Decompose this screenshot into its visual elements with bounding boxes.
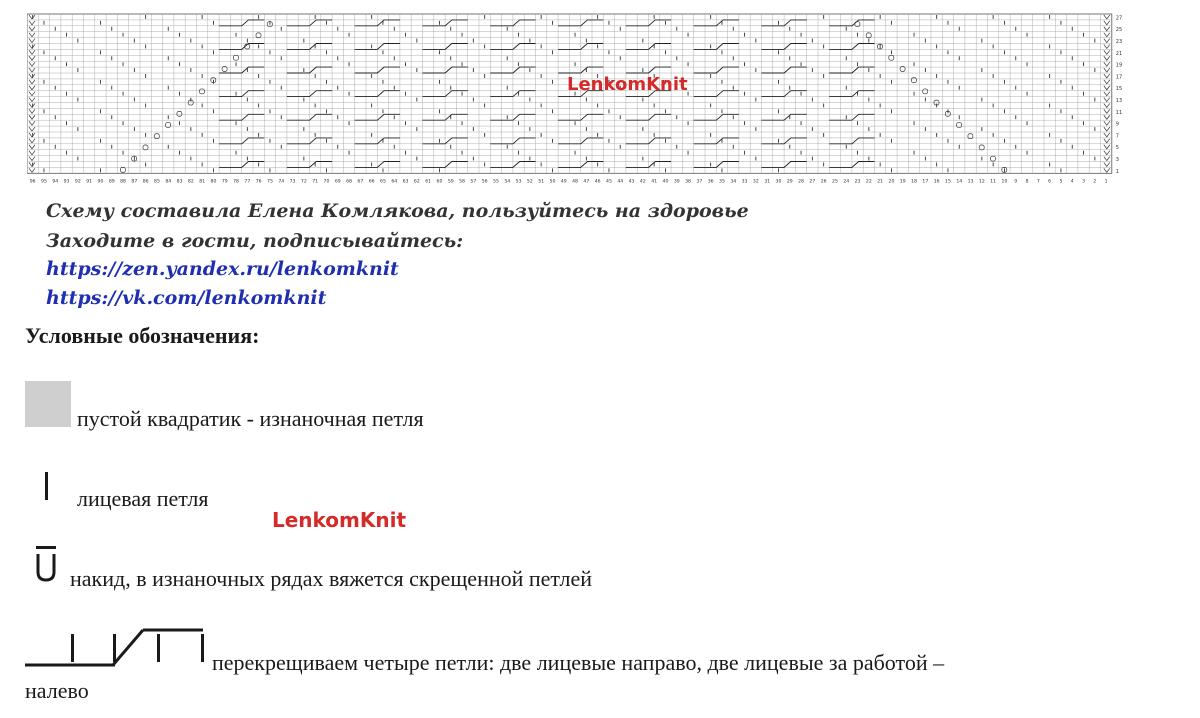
column-number: 7	[1036, 179, 1040, 185]
column-number: 50	[549, 179, 556, 185]
column-number: 35	[719, 179, 725, 185]
column-number: 45	[606, 179, 612, 185]
legend-yarn-over-label: накид, в изнаночных рядах вяжется скрещенной петлей	[70, 566, 593, 591]
row-number: 25	[1115, 27, 1123, 34]
column-number: 84	[165, 179, 172, 185]
legend-knit-label: лицевая петля	[77, 486, 209, 511]
column-number: 78	[233, 179, 239, 185]
legend-watermark: LenkomKnit	[272, 508, 407, 532]
column-number: 64	[391, 179, 398, 185]
author-note: Схему составила Елена Комлякова, пользуйтесь на здоровье	[46, 200, 749, 222]
column-number: 18	[911, 179, 917, 185]
column-number: 76	[255, 179, 262, 185]
column-number: 62	[413, 179, 420, 185]
column-number: 10	[1001, 179, 1008, 185]
row-number: 23	[1115, 39, 1123, 45]
column-number: 19	[899, 179, 906, 185]
legend-cross-label-continued: налево	[25, 678, 89, 703]
column-number: 58	[459, 179, 465, 185]
column-number: 95	[41, 179, 47, 185]
column-numbers	[30, 178, 1108, 184]
legend-cross-label: перекрещиваем четыре петли: две лицевые направо, две лицевые за работой –	[212, 650, 945, 675]
column-number: 38	[685, 179, 691, 185]
column-number: 14	[956, 179, 963, 185]
cable-cross-icon	[25, 626, 205, 670]
column-number: 57	[470, 179, 477, 185]
column-number: 8	[1025, 179, 1029, 185]
column-number: 5	[1059, 179, 1063, 185]
purl-swatch	[25, 381, 71, 427]
invite-note: Заходите в гости, подписывайтесь:	[46, 230, 464, 252]
column-number: 71	[312, 179, 319, 185]
column-number: 37	[696, 179, 703, 185]
column-number: 51	[538, 179, 545, 185]
column-number: 85	[154, 179, 160, 185]
row-number: 9	[1115, 121, 1119, 128]
column-number: 34	[730, 179, 737, 185]
column-number: 52	[526, 179, 533, 185]
column-number: 12	[978, 179, 985, 185]
row-number: 15	[1115, 86, 1123, 93]
column-number: 39	[673, 179, 680, 185]
column-number: 67	[357, 179, 364, 185]
row-number: 27	[1115, 15, 1123, 22]
column-number: 93	[63, 179, 70, 185]
row-number: 11	[1115, 109, 1123, 116]
column-number: 82	[187, 179, 194, 185]
column-number: 22	[865, 179, 872, 185]
column-number: 44	[617, 179, 624, 185]
column-number: 24	[843, 179, 850, 185]
column-number: 90	[97, 179, 104, 185]
column-number: 23	[854, 179, 861, 185]
column-number: 48	[572, 179, 578, 185]
column-number: 56	[481, 179, 488, 185]
column-number: 25	[832, 179, 838, 185]
column-number: 55	[493, 179, 499, 185]
column-number: 20	[888, 179, 895, 185]
column-number: 36	[707, 179, 714, 185]
column-number: 43	[628, 179, 635, 185]
column-number: 42	[639, 179, 646, 185]
column-number: 75	[267, 179, 273, 185]
column-number: 79	[221, 179, 228, 185]
row-number: 17	[1115, 74, 1123, 81]
column-number: 61	[425, 179, 432, 185]
column-number: 1	[1104, 179, 1108, 185]
column-number: 66	[368, 179, 375, 185]
column-number: 72	[300, 179, 307, 185]
column-number: 16	[933, 179, 940, 185]
column-number: 83	[176, 179, 183, 185]
column-number: 28	[798, 179, 804, 185]
row-number: 1	[1115, 168, 1119, 175]
column-number: 88	[120, 179, 126, 185]
chart-watermark: LenkomKnit	[567, 74, 688, 95]
column-number: 69	[334, 179, 341, 185]
column-number: 4	[1070, 179, 1074, 185]
column-number: 63	[402, 179, 409, 185]
column-number: 27	[809, 179, 816, 185]
column-number: 47	[583, 179, 590, 185]
column-number: 46	[594, 179, 601, 185]
column-number: 94	[52, 179, 59, 185]
column-number: 92	[74, 179, 81, 185]
column-number: 9	[1014, 179, 1018, 185]
row-number: 3	[1115, 157, 1119, 163]
legend-title: Условные обозначения:	[25, 323, 260, 348]
column-number: 77	[244, 179, 251, 185]
zen-link[interactable]: https://zen.yandex.ru/lenkomknit	[46, 258, 399, 280]
column-number: 41	[651, 179, 658, 185]
row-number: 5	[1115, 145, 1119, 152]
column-number: 15	[945, 179, 951, 185]
column-number: 11	[990, 179, 997, 185]
column-number: 54	[504, 179, 511, 185]
column-number: 32	[752, 179, 759, 185]
column-number: 65	[380, 179, 386, 185]
column-number: 21	[877, 179, 884, 185]
vk-link[interactable]: https://vk.com/lenkomknit	[46, 287, 327, 309]
yarn-over-icon	[32, 544, 62, 586]
column-number: 91	[86, 179, 93, 185]
column-number: 59	[447, 179, 454, 185]
column-number: 40	[662, 179, 669, 185]
column-number: 29	[786, 179, 793, 185]
row-number: 21	[1115, 50, 1123, 57]
column-number: 30	[775, 179, 782, 185]
row-numbers	[1116, 15, 1122, 174]
column-number: 49	[560, 179, 567, 185]
column-number: 70	[323, 179, 330, 185]
column-number: 3	[1082, 179, 1086, 185]
column-number: 13	[967, 179, 974, 185]
column-number: 96	[29, 179, 36, 185]
row-number: 13	[1115, 98, 1123, 104]
column-number: 68	[346, 179, 352, 185]
column-number: 6	[1048, 179, 1052, 185]
row-number: 7	[1115, 133, 1119, 140]
column-number: 17	[922, 179, 929, 185]
column-number: 2	[1093, 179, 1097, 185]
row-number: 19	[1115, 62, 1123, 69]
column-number: 74	[278, 179, 285, 185]
column-number: 53	[515, 179, 522, 185]
column-number: 89	[108, 179, 115, 185]
column-number: 86	[142, 179, 149, 185]
column-number: 87	[131, 179, 138, 185]
column-number: 73	[289, 179, 296, 185]
column-number: 26	[820, 179, 827, 185]
column-number: 33	[741, 179, 748, 185]
legend-purl-label: пустой квадратик - изнаночная петля	[77, 406, 424, 431]
knitting-chart	[27, 10, 1167, 185]
knit-stitch-icon	[40, 470, 54, 504]
column-number: 31	[764, 179, 771, 185]
column-number: 60	[436, 179, 443, 185]
column-number: 81	[199, 179, 206, 185]
column-number: 80	[210, 179, 217, 185]
